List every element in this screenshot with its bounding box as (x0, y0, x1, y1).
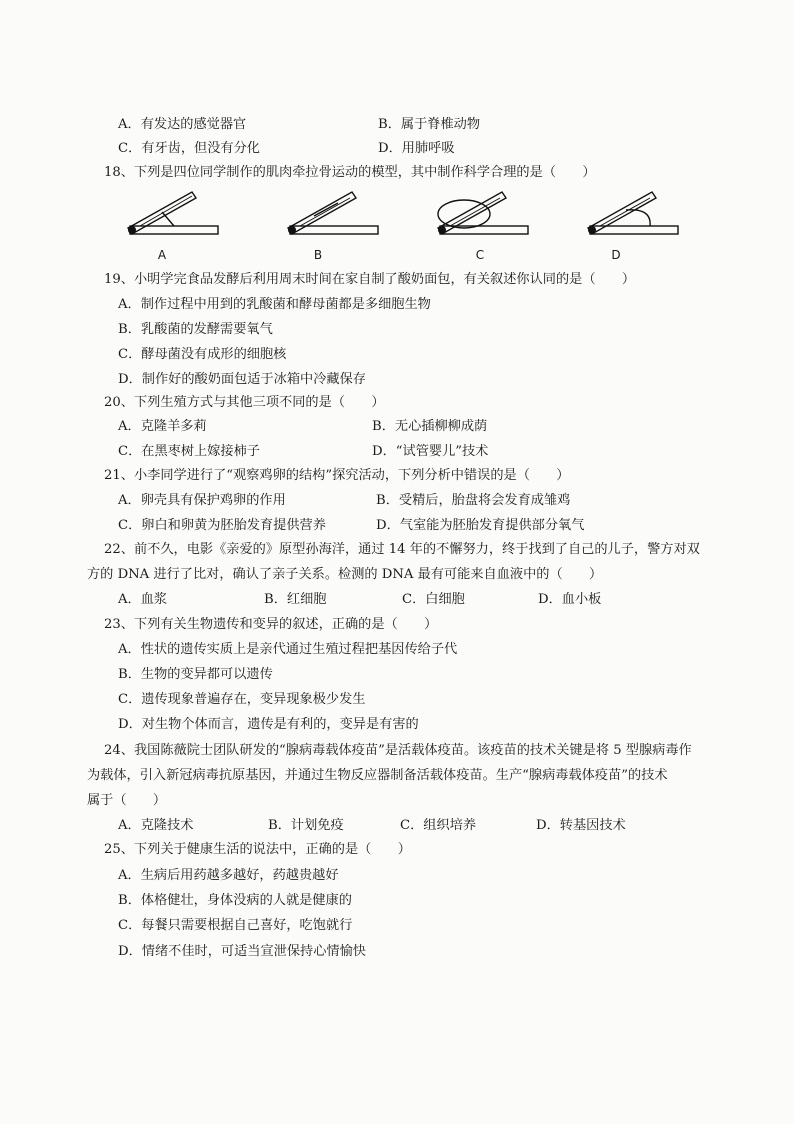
q25-option-a: A．生病后用药越多越好，药越贵越好 (118, 868, 339, 883)
q22-option-a: A．血浆 (118, 592, 168, 607)
q17-option-c: C．有牙齿，但没有分化 (118, 141, 260, 156)
q24-stem-line-2: 为载体，引入新冠病毒抗原基因，并通过生物反应器制备活载体疫苗。生产“腺病毒载体疫苗”的技术 (87, 768, 668, 783)
q17-option-b: B．属于脊椎动物 (378, 117, 481, 132)
q25-option-b: B．体格健壮，身体没病的人就是健康的 (118, 893, 352, 908)
q25-option-c: C．每餐只需要根据自己喜好，吃饱就行 (118, 918, 353, 933)
q23-stem: 23、下列有关生物遗传和变异的叙述，正确的是（ ） (104, 617, 438, 632)
figure-b (280, 186, 390, 266)
figure-a (120, 186, 230, 266)
q17-option-a: A．有发达的感觉器官 (118, 117, 247, 132)
q20-option-a: A．克隆羊多莉 (118, 419, 207, 434)
q22-option-b: B．红细胞 (264, 592, 327, 607)
q23-option-c: C．遗传现象普遍存在，变异现象极少发生 (118, 692, 366, 707)
q21-option-b: B．受精后，胎盘将会发育成雏鸡 (376, 493, 571, 508)
q19-option-c: C．酵母菌没有成形的细胞核 (118, 347, 287, 362)
q23-option-b: B．生物的变异都可以遗传 (118, 667, 273, 682)
q23-option-a: A．性状的遗传实质上是亲代通过生殖过程把基因传给子代 (118, 642, 458, 657)
q19-option-d: D．制作好的酸奶面包适于冰箱中冷藏保存 (118, 372, 366, 387)
q22-stem-line-1: 22、前不久，电影《亲爱的》原型孙海洋，通过 14 年的不懈努力，终于找到了自己的儿子，警方对双 (104, 542, 700, 557)
figure-d (580, 186, 690, 266)
figure-label-a: A (157, 248, 167, 262)
figure-c (430, 186, 540, 266)
q24-option-b: B．计划免疫 (268, 818, 344, 833)
q21-stem: 21、小李同学进行了“观察鸡卵的结构”探究活动，下列分析中错误的是（ ） (104, 468, 570, 483)
q19-option-b: B．乳酸菌的发酵需要氧气 (118, 322, 273, 337)
q20-option-d: D．“试管婴儿”技术 (372, 444, 489, 459)
q21-option-d: D．气室能为胚胎发育提供部分氧气 (376, 518, 585, 533)
q22-option-d: D．血小板 (538, 592, 602, 607)
q24-option-a: A．克隆技术 (118, 818, 194, 833)
q24-stem-line-1: 24、我国陈薇院士团队研发的“腺病毒载体疫苗”是活载体疫苗。该疫苗的技术关键是将 5 型腺病毒作 (104, 743, 692, 758)
figure-label-d: D (611, 248, 621, 262)
q19-option-a: A．制作过程中用到的乳酸菌和酵母菌都是多细胞生物 (118, 297, 431, 312)
muscle-model-figures (120, 186, 680, 266)
q20-stem: 20、下列生殖方式与其他三项不同的是（ ） (104, 395, 385, 410)
q20-option-c: C．在黑枣树上嫁接柿子 (118, 444, 260, 459)
q25-option-d: D．情绪不佳时，可适当宣泄保持心情愉快 (118, 944, 366, 959)
q24-option-d: D．转基因技术 (536, 818, 626, 833)
q21-option-c: C．卵白和卵黄为胚胎发育提供营养 (118, 518, 326, 533)
q20-option-b: B．无心插柳柳成荫 (372, 419, 488, 434)
figure-label-c: C (475, 248, 485, 262)
q22-stem-line-2: 方的 DNA 进行了比对，确认了亲子关系。检测的 DNA 最有可能来自血液中的（ ） (87, 567, 603, 582)
q17-option-d: D．用肺呼吸 (378, 141, 455, 156)
q24-option-c: C．组织培养 (400, 818, 477, 833)
q18-stem: 18、下列是四位同学制作的肌肉牵拉骨运动的模型，其中制作科学合理的是（ ） (104, 165, 596, 180)
q24-stem-line-3: 属于（ ） (87, 793, 167, 808)
q23-option-d: D．对生物个体而言，遗传是有利的，变异是有害的 (118, 717, 419, 732)
q19-stem: 19、小明学完食品发酵后利用周末时间在家自制了酸奶面包，有关叙述你认同的是（ ） (104, 272, 636, 287)
figure-label-b: B (313, 248, 323, 262)
q22-option-c: C．白细胞 (402, 592, 465, 607)
q25-stem: 25、下列关于健康生活的说法中，正确的是（ ） (104, 842, 411, 857)
q21-option-a: A．卵壳具有保护鸡卵的作用 (118, 493, 286, 508)
